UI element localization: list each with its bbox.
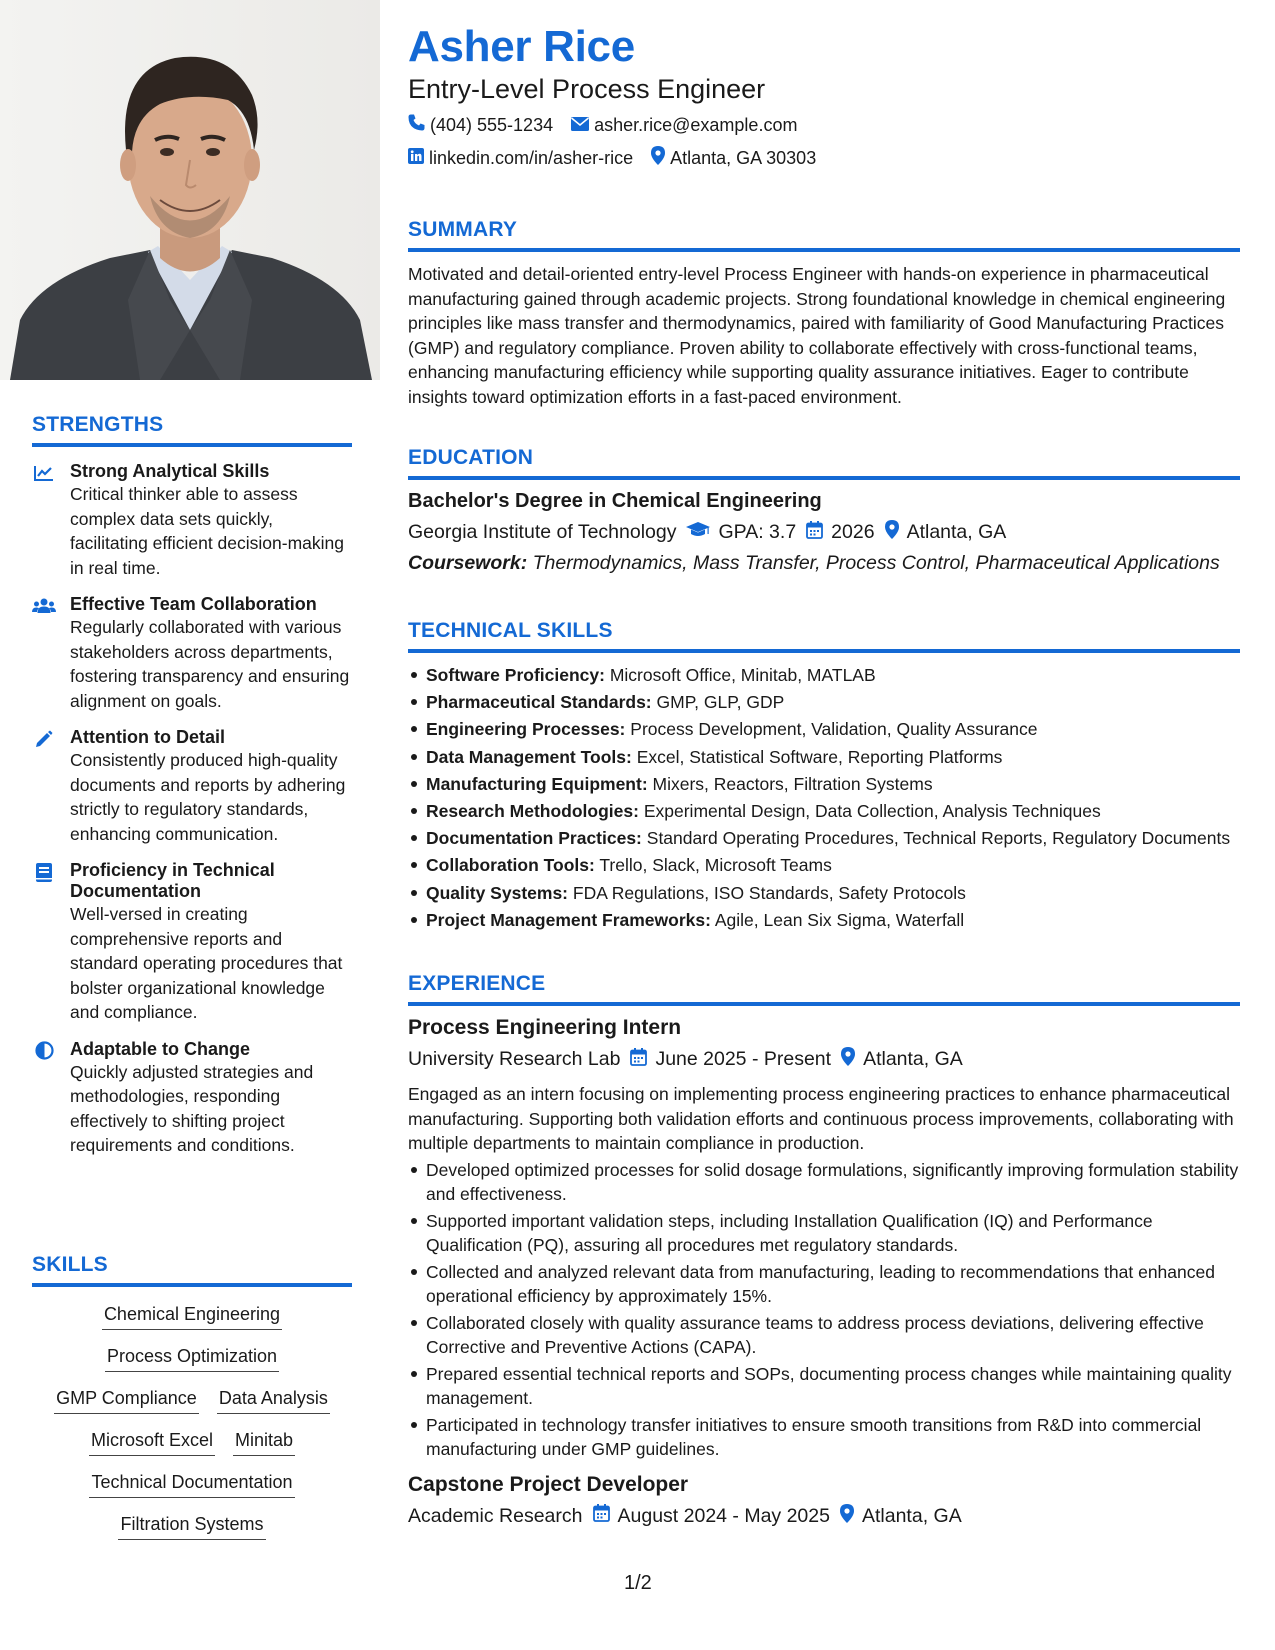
strength-item [32, 594, 352, 713]
list-item: Engineering Processes: Process Development, Validation, Quality Assurance [408, 717, 1240, 741]
pencil-icon [32, 728, 56, 750]
phone-icon [408, 114, 425, 136]
list-item: Collaborated closely with quality assurance teams to address process deviations, delivering effective Corrective and Preventive Actions (CAPA). [408, 1311, 1240, 1359]
half-circle-icon [32, 1040, 56, 1062]
email-contact[interactable] [571, 115, 797, 136]
list-item: Collaboration Tools: Trello, Slack, Microsoft Teams [408, 853, 1240, 877]
strength-item [32, 860, 352, 1025]
skills-heading: SKILLS [32, 1253, 352, 1287]
education-heading: EDUCATION [408, 446, 1240, 480]
email-address: asher.rice@example.com [594, 114, 798, 135]
page-number: 1/2 [624, 1572, 652, 1594]
list-item: Software Proficiency: Microsoft Office, Minitab, MATLAB [408, 663, 1240, 687]
profile-photo [0, 0, 380, 380]
strength-item [32, 461, 352, 580]
location-text: Atlanta, GA 30303 [670, 147, 817, 168]
coursework [408, 551, 1240, 575]
map-pin-icon [651, 146, 665, 170]
list-item: Participated in technology transfer initiatives to ensure smooth transitions from R&D into commercial manufacturing under GMP guidelines. [408, 1413, 1240, 1461]
list-item: Manufacturing Equipment: Mixers, Reactors, Filtration Systems [408, 772, 1240, 796]
left-column [0, 0, 380, 1650]
job-title: Process Engineering Intern [408, 1016, 682, 1039]
map-pin-icon [885, 520, 899, 545]
strength-title: Strong Analytical Skills [70, 461, 270, 481]
skill-tag: Data Analysis [217, 1385, 330, 1414]
gpa-value: GPA: 3.7 [718, 521, 797, 543]
job-bullets [408, 1158, 1240, 1461]
list-item: Prepared essential technical reports and SOPs, documenting process changes while maintaining quality management. [408, 1362, 1240, 1410]
linkedin-contact[interactable] [408, 148, 633, 169]
summary-heading: SUMMARY [408, 218, 1240, 252]
skill-tag: Process Optimization [105, 1343, 279, 1372]
strength-description: Consistently produced high-quality documents and reports by adhering strictly to regulatory standards, enhancing communication. [70, 750, 346, 844]
list-item: Pharmaceutical Standards: GMP, GLP, GDP [408, 690, 1240, 714]
calendar-icon [806, 521, 823, 545]
candidate-headline: Entry-Level Process Engineer [408, 74, 766, 104]
list-item: Supported important validation steps, including Installation Qualification (IQ) and Performance Qualification (PQ), assuring all procedures met regulatory standards. [408, 1209, 1240, 1257]
contact-row [408, 114, 797, 136]
strength-title: Effective Team Collaboration [70, 594, 317, 614]
coursework-label: Coursework: [408, 552, 528, 574]
education-meta [408, 520, 1240, 545]
strength-item [32, 1039, 352, 1158]
skill-tag: Chemical Engineering [102, 1301, 282, 1330]
contact-row [408, 146, 816, 170]
technical-skills-heading: TECHNICAL SKILLS [408, 619, 1240, 653]
coursework-list: Thermodynamics, Mass Transfer, Process Control, Pharmaceutical Applications [532, 552, 1220, 574]
summary-section [408, 218, 1240, 409]
phone-number: (404) 555-1234 [430, 114, 554, 135]
job-organization: University Research Lab [408, 1048, 621, 1070]
users-icon [32, 595, 56, 617]
list-item: Project Management Frameworks: Agile, Lean Six Sigma, Waterfall [408, 908, 1240, 932]
job-meta [408, 1047, 1240, 1072]
list-item: Research Methodologies: Experimental Design, Data Collection, Analysis Techniques [408, 799, 1240, 823]
school-location: Atlanta, GA [906, 521, 1007, 543]
phone-contact[interactable] [408, 114, 553, 136]
technical-skills-list [408, 663, 1240, 932]
technical-skills-section [408, 619, 1240, 935]
location-contact [651, 146, 816, 170]
map-pin-icon [841, 1047, 855, 1072]
skills-section [32, 1253, 352, 1553]
job-organization: Academic Research [408, 1504, 583, 1527]
job-dates: August 2024 - May 2025 [617, 1504, 830, 1527]
list-item: Data Management Tools: Excel, Statistical Software, Reporting Platforms [408, 745, 1240, 769]
strength-item [32, 727, 352, 846]
job-title: Capstone Project Developer [408, 1472, 689, 1496]
strength-title: Adaptable to Change [70, 1038, 251, 1059]
map-pin-icon [840, 1504, 854, 1529]
strength-description: Critical thinker able to assess complex data sets quickly, facilitating efficient decision-making in real time. [70, 484, 344, 578]
graduation-year: 2026 [831, 521, 875, 543]
strengths-section [32, 413, 352, 1158]
skills-list [32, 1301, 352, 1540]
calendar-icon [630, 1048, 647, 1072]
job-dates: June 2025 - Present [655, 1048, 832, 1070]
strength-description: Well-versed in creating comprehensive reports and standard operating procedures that bolster organizational knowledge and compliance. [70, 904, 343, 1022]
job-summary: Engaged as an intern focusing on implementing process engineering practices to enhance pharmaceutical manufacturing. Supporting both validation efforts and continuous process improvements, collaborating with multiple departments to maintain compliance in production. [408, 1084, 1234, 1153]
education-section [408, 446, 1240, 575]
experience-heading: EXPERIENCE [408, 972, 1240, 1006]
strength-title: Attention to Detail [70, 727, 225, 747]
skill-tag: GMP Compliance [54, 1385, 199, 1414]
experience-section [408, 972, 1240, 1529]
linkedin-icon [408, 148, 424, 169]
calendar-icon [593, 1504, 610, 1528]
list-item: Developed optimized processes for solid dosage formulations, significantly improving formulation stability and effectiveness. [408, 1158, 1240, 1206]
strength-title: Proficiency in Technical Documentation [70, 860, 275, 901]
job-meta [408, 1504, 1240, 1529]
job-location: Atlanta, GA [861, 1504, 962, 1527]
skill-tag: Microsoft Excel [89, 1427, 215, 1456]
strength-description: Regularly collaborated with various stakeholders across departments, fostering transparency and ensuring alignment on goals. [70, 617, 350, 711]
envelope-icon [571, 115, 589, 136]
summary-text: Motivated and detail-oriented entry-level Process Engineer with hands-on experience in pharmaceutical manufacturing gained through academic projects. Strong foundational knowledge in chemical engineering principles like mass transfer and thermodynamics, paired with familiarity of Good Manufacturing Practices (GMP) and regulatory compliance. Proven ability to collaborate effectively with cross-functional teams, enhancing manufacturing efficiency while supporting quality assurance initiatives. Eager to contribute insights toward optimization efforts in a fast-paced environment. [408, 264, 1226, 407]
graduation-cap-icon [686, 521, 710, 544]
list-item: Quality Systems: FDA Regulations, ISO Standards, Safety Protocols [408, 881, 1240, 905]
chart-line-icon [32, 462, 56, 484]
skill-tag: Minitab [233, 1427, 295, 1456]
skill-tag: Filtration Systems [118, 1511, 265, 1540]
list-item: Documentation Practices: Standard Operating Procedures, Technical Reports, Regulatory Documents [408, 826, 1240, 850]
degree-title: Bachelor's Degree in Chemical Engineering [408, 490, 822, 512]
linkedin-url: linkedin.com/in/asher-rice [429, 147, 634, 168]
job-location: Atlanta, GA [863, 1048, 963, 1070]
strengths-heading: STRENGTHS [32, 413, 352, 447]
school-name: Georgia Institute of Technology [408, 521, 677, 543]
skill-tag: Technical Documentation [89, 1469, 294, 1498]
strength-description: Quickly adjusted strategies and methodologies, responding effectively to shifting project requirements and conditions. [70, 1061, 314, 1155]
list-item: Collected and analyzed relevant data from manufacturing, leading to recommendations that enhanced operational efficiency by approximately 15%. [408, 1260, 1240, 1308]
candidate-name: Asher Rice [408, 22, 635, 71]
book-icon [32, 861, 56, 883]
